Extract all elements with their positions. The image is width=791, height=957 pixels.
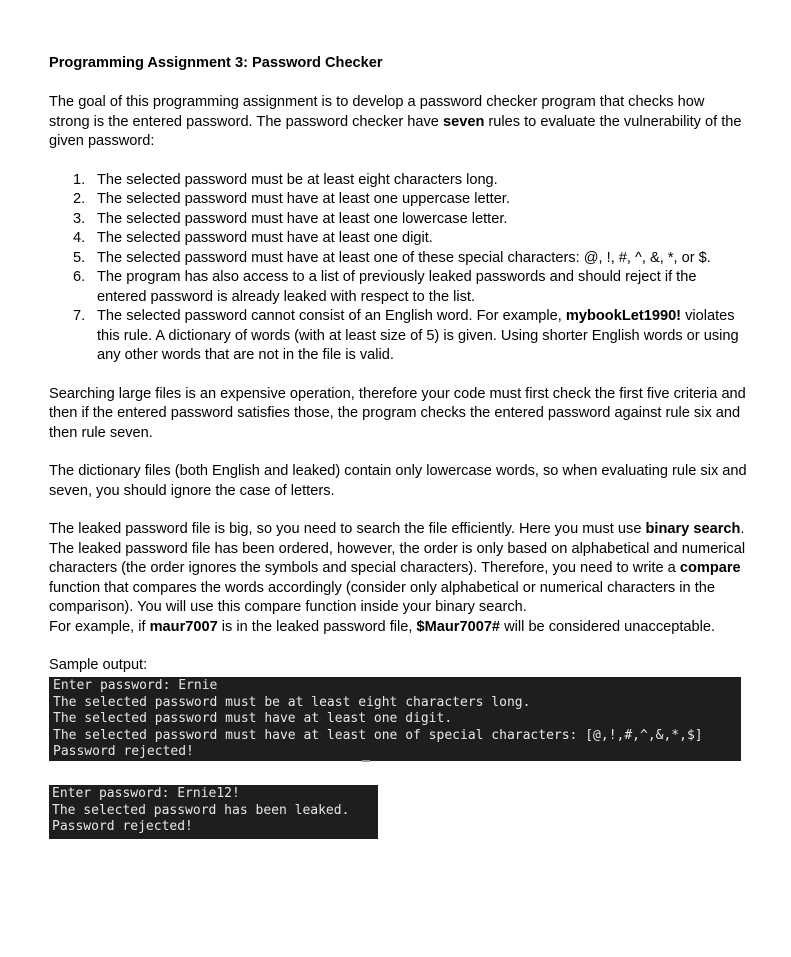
console-line: Enter password: Ernie	[53, 678, 218, 693]
rule-text: The selected password must have at least one lowercase letter.	[97, 210, 508, 227]
text-cursor	[362, 760, 370, 762]
intro-paragraph	[49, 93, 749, 152]
leaked-bold: maur7007	[149, 618, 218, 635]
leaked-text: . The leaked password file has been ordered, however, the order is only based on alphabetical and numerical characters (the order ignores the symbols and special characters). Therefore, you need to write a	[49, 521, 746, 576]
rule-number: 2.	[73, 191, 86, 207]
sample-console-1	[49, 677, 741, 761]
rule-number: 4.	[73, 230, 86, 246]
intro-text-2: rules to evaluate the vulnerability of the given password:	[49, 113, 742, 149]
document-page	[49, 54, 749, 676]
leaked-text: function that compares the words accordingly (consider only alphabetical or numerical characters in the comparison). You will use this compare function inside your binary search.	[49, 579, 715, 615]
rule-number: 3.	[73, 210, 86, 227]
rule-text: The selected password must be at least eight characters long.	[97, 171, 498, 188]
rule-text: The selected password cannot consist of an English word. For example,	[97, 308, 566, 324]
console-line: Password rejected!	[53, 744, 194, 760]
rule-text: The selected password must have at least one of these special characters: @, !, #, ^, &, *, or $.	[97, 249, 711, 266]
page-title: Programming Assignment 3: Password Checker	[49, 55, 383, 71]
leaked-text: will be considered unacceptable.	[500, 618, 716, 635]
rule-text: The selected password must have at least one digit.	[97, 230, 433, 246]
leaked-bold: binary search	[645, 521, 741, 537]
rule-number: 1.	[73, 171, 86, 188]
rule-item	[49, 307, 749, 366]
console-line: The selected password must have at least one digit.	[53, 711, 453, 727]
sample-console-2	[49, 785, 378, 839]
rules-list	[49, 171, 749, 366]
rule-number: 5.	[73, 249, 86, 266]
search-paragraph: Searching large files is an expensive operation, therefore your code must first check the first five criteria and then if the entered password satisfies those, the program checks the entered password against rule six and then rule seven.	[49, 385, 746, 441]
leaked-bold: compare	[679, 560, 741, 576]
rule-text: The program has also access to a list of previously leaked passwords and should reject if the entered password is already leaked with respect to the list.	[97, 269, 697, 305]
intro-text-1: The goal of this programming assignment is to develop a password checker program that checks how strong is the entered password. The password checker have	[49, 94, 705, 130]
leaked-text: For example, if	[49, 618, 150, 635]
rule-item	[49, 268, 749, 307]
rule-text: The selected password must have at least one uppercase letter.	[97, 191, 510, 207]
console-line: The selected password has been leaked.	[52, 802, 350, 818]
console-line: Enter password: Ernie12!	[52, 786, 240, 801]
rule-item	[49, 190, 749, 210]
leaked-paragraph	[49, 520, 749, 637]
rule-number: 6.	[73, 269, 86, 285]
intro-bold: seven	[442, 113, 485, 130]
dictionary-paragraph: The dictionary files (both English and leaked) contain only lowercase words, so when evaluating rule six and seven, you should ignore the case of letters.	[49, 463, 747, 499]
rule-text: violates this rule. A dictionary of words (with at least size of 5) is given. Using shorter English words or using any other words that are not in the file is valid.	[97, 308, 739, 363]
rule-item	[49, 249, 749, 269]
leaked-bold: $Maur7007#	[416, 618, 501, 635]
rule-number: 7.	[73, 308, 86, 324]
rule-bold-example: mybookLet1990!	[565, 308, 682, 324]
console-line: Password rejected!	[52, 819, 193, 835]
leaked-text: is in the leaked password file,	[217, 618, 417, 635]
rule-item	[49, 229, 749, 249]
sample-output-label: Sample output:	[49, 657, 148, 673]
console-line: The selected password must have at least one of special characters: [@,!,#,^,&,*,$]	[53, 727, 703, 743]
rule-item	[49, 171, 749, 191]
rule-item	[49, 210, 749, 230]
console-line: The selected password must be at least eight characters long.	[53, 694, 531, 710]
leaked-text: The leaked password file is big, so you need to search the file efficiently. Here you must use	[49, 521, 646, 537]
